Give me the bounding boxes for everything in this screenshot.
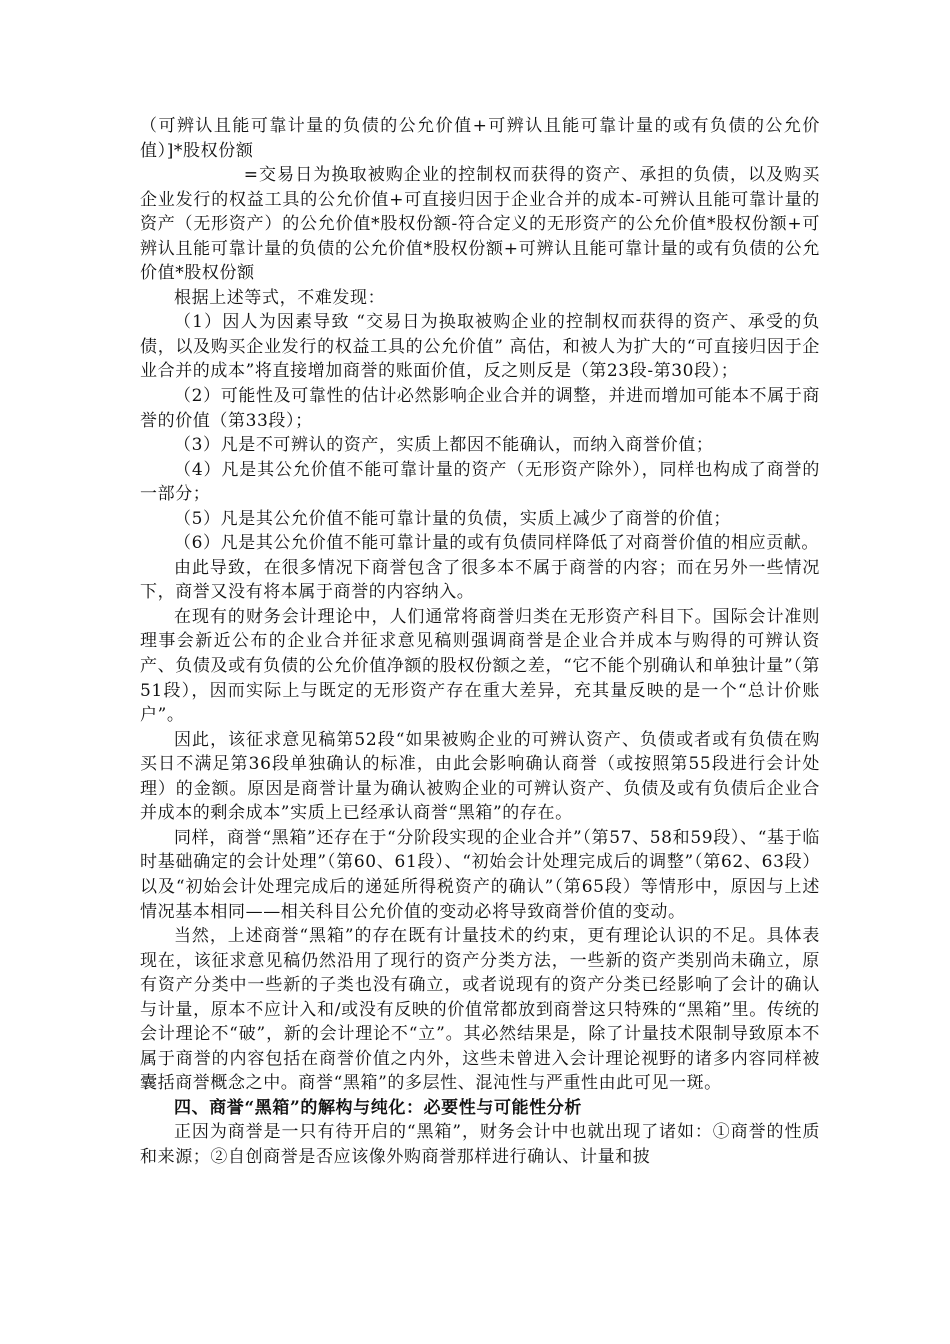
paragraph-point-3: （3）凡是不可辨认的资产，实质上都因不能确认，而纳入商誉价值；	[174, 435, 714, 456]
section-heading: 四、商誉“黑箱”的解构与纯化：必要性与可能性分析	[174, 1097, 582, 1118]
paragraph-section-intro: 正因为商誉是一只有待开启的“黑箱”，财务会计中也就出现了诸如：①商誉的性质和来源；②自创商誉是否应该像外购商誉那样进行确认、计量和披	[140, 1122, 820, 1167]
paragraph-point-4: （4）凡是其公允价值不能可靠计量的资产（无形资产除外），同样也构成了商誉的一部分；	[140, 459, 820, 505]
paragraph-formula-tail: （可辨认且能可靠计量的负债的公允价值+可辨认且能可靠计量的或有负债的公允价值）]*股权份额	[140, 116, 820, 161]
paragraph-point-2: （2）可能性及可靠性的估计必然影响企业合并的调整，并进而增加可能本不属于商誉的价值（第33段）；	[140, 386, 820, 431]
paragraph-intro: 根据上述等式，不难发现：	[174, 287, 386, 308]
paragraph-consequence: 由此导致，在很多情况下商誉包含了很多本不属于商誉的内容；而在另外一些情况下，商誉又没有将本属于商誉的内容纳入。	[140, 557, 820, 603]
paragraph-theory: 在现有的财务会计理论中，人们通常将商誉归类在无形资产科目下。国际会计准则理事会新近公布的企业合并征求意见稿则强调商誉是企业合并成本与购得的可辨认资产、负债及或有负债的公允价值净额的股权份额之差，“它不能个别确认和单独计量”（第51段），因而实际上与既定的无形资产存在重大差异，充其量反映的是一个“总计价账户”。	[140, 606, 820, 726]
paragraph-section-52: 因此，该征求意见稿第52段“如果被购企业的可辨认资产、负债或者或有负债在购买日不满足第36段单独确认的标准，由此会影响确认商誉（或按照第55段进行会计处理）的金额。原因是商誉计量为确认被购企业的可辨认资产、负债及或有负债后企业合并成本的剩余成本”实质上已经承认商誉“黑箱”的存在。	[140, 729, 820, 824]
paragraph-formula-equals: =交易日为换取被购企业的控制权而获得的资产、承担的负债，以及购买企业发行的权益工具的公允价值+可直接归因于企业合并的成本-可辨认且能可靠计量的资产（无形资产）的公允价值*股权份额-符合定义的无形资产的公允价值*股权份额+可辨认且能可靠计量的负债的公允价值*股权份额+可辨认且能可靠计量的或有负债的公允价值*股权份额	[140, 165, 820, 284]
paragraph-constraints: 当然，上述商誉“黑箱”的存在既有计量技术的约束，更有理论认识的不足。具体表现在，该征求意见稿仍然沿用了现行的资产分类方法，一些新的资产类别尚未确立，原有资产分类中一些新的子类也没有确立，或者说现有的资产分类已经影响了会计的确认与计量，原本不应计入和/或没有反映的价值常都放到商誉这只特殊的“黑箱”里。传统的会计理论不“破”，新的会计理论不“立”。其必然结果是，除了计量技术限制导致原本不属于商誉的内容包括在商誉价值之内外，这些未曾进入会计理论视野的诸多内容同样被囊括商誉概念之中。商誉“黑箱”的多层性、混沌性与严重性由此可见一斑。	[140, 926, 820, 1094]
paragraph-point-5: （5）凡是其公允价值不能可靠计量的负债，实质上减少了商誉的价值；	[174, 508, 732, 529]
paragraph-point-1: （1）因人为因素导致 “交易日为换取被购企业的控制权而获得的资产、承受的负债，以及购买企业发行的权益工具的公允价值” 高估，和被人为扩大的“可直接归因于企业合并的成本”将直接增加商誉的账面价值，反之则反是（第23段-第30段）；	[140, 312, 820, 382]
document-page	[140, 114, 820, 1170]
paragraph-point-6: （6）凡是其公允价值不能可靠计量的或有负债同样降低了对商誉价值的相应贡献。	[174, 533, 820, 554]
paragraph-same-black-box: 同样，商誉“黑箱”还存在于“分阶段实现的企业合并”（第57、58和59段）、“基于临时基础确定的会计处理”（第60、61段）、“初始会计处理完成后的调整”（第62、63段）以及“初始会计处理完成后的递延所得税资产的确认”（第65段）等情形中，原因与上述情况基本相同——相关科目公允价值的变动必将导致商誉价值的变动。	[140, 827, 820, 922]
